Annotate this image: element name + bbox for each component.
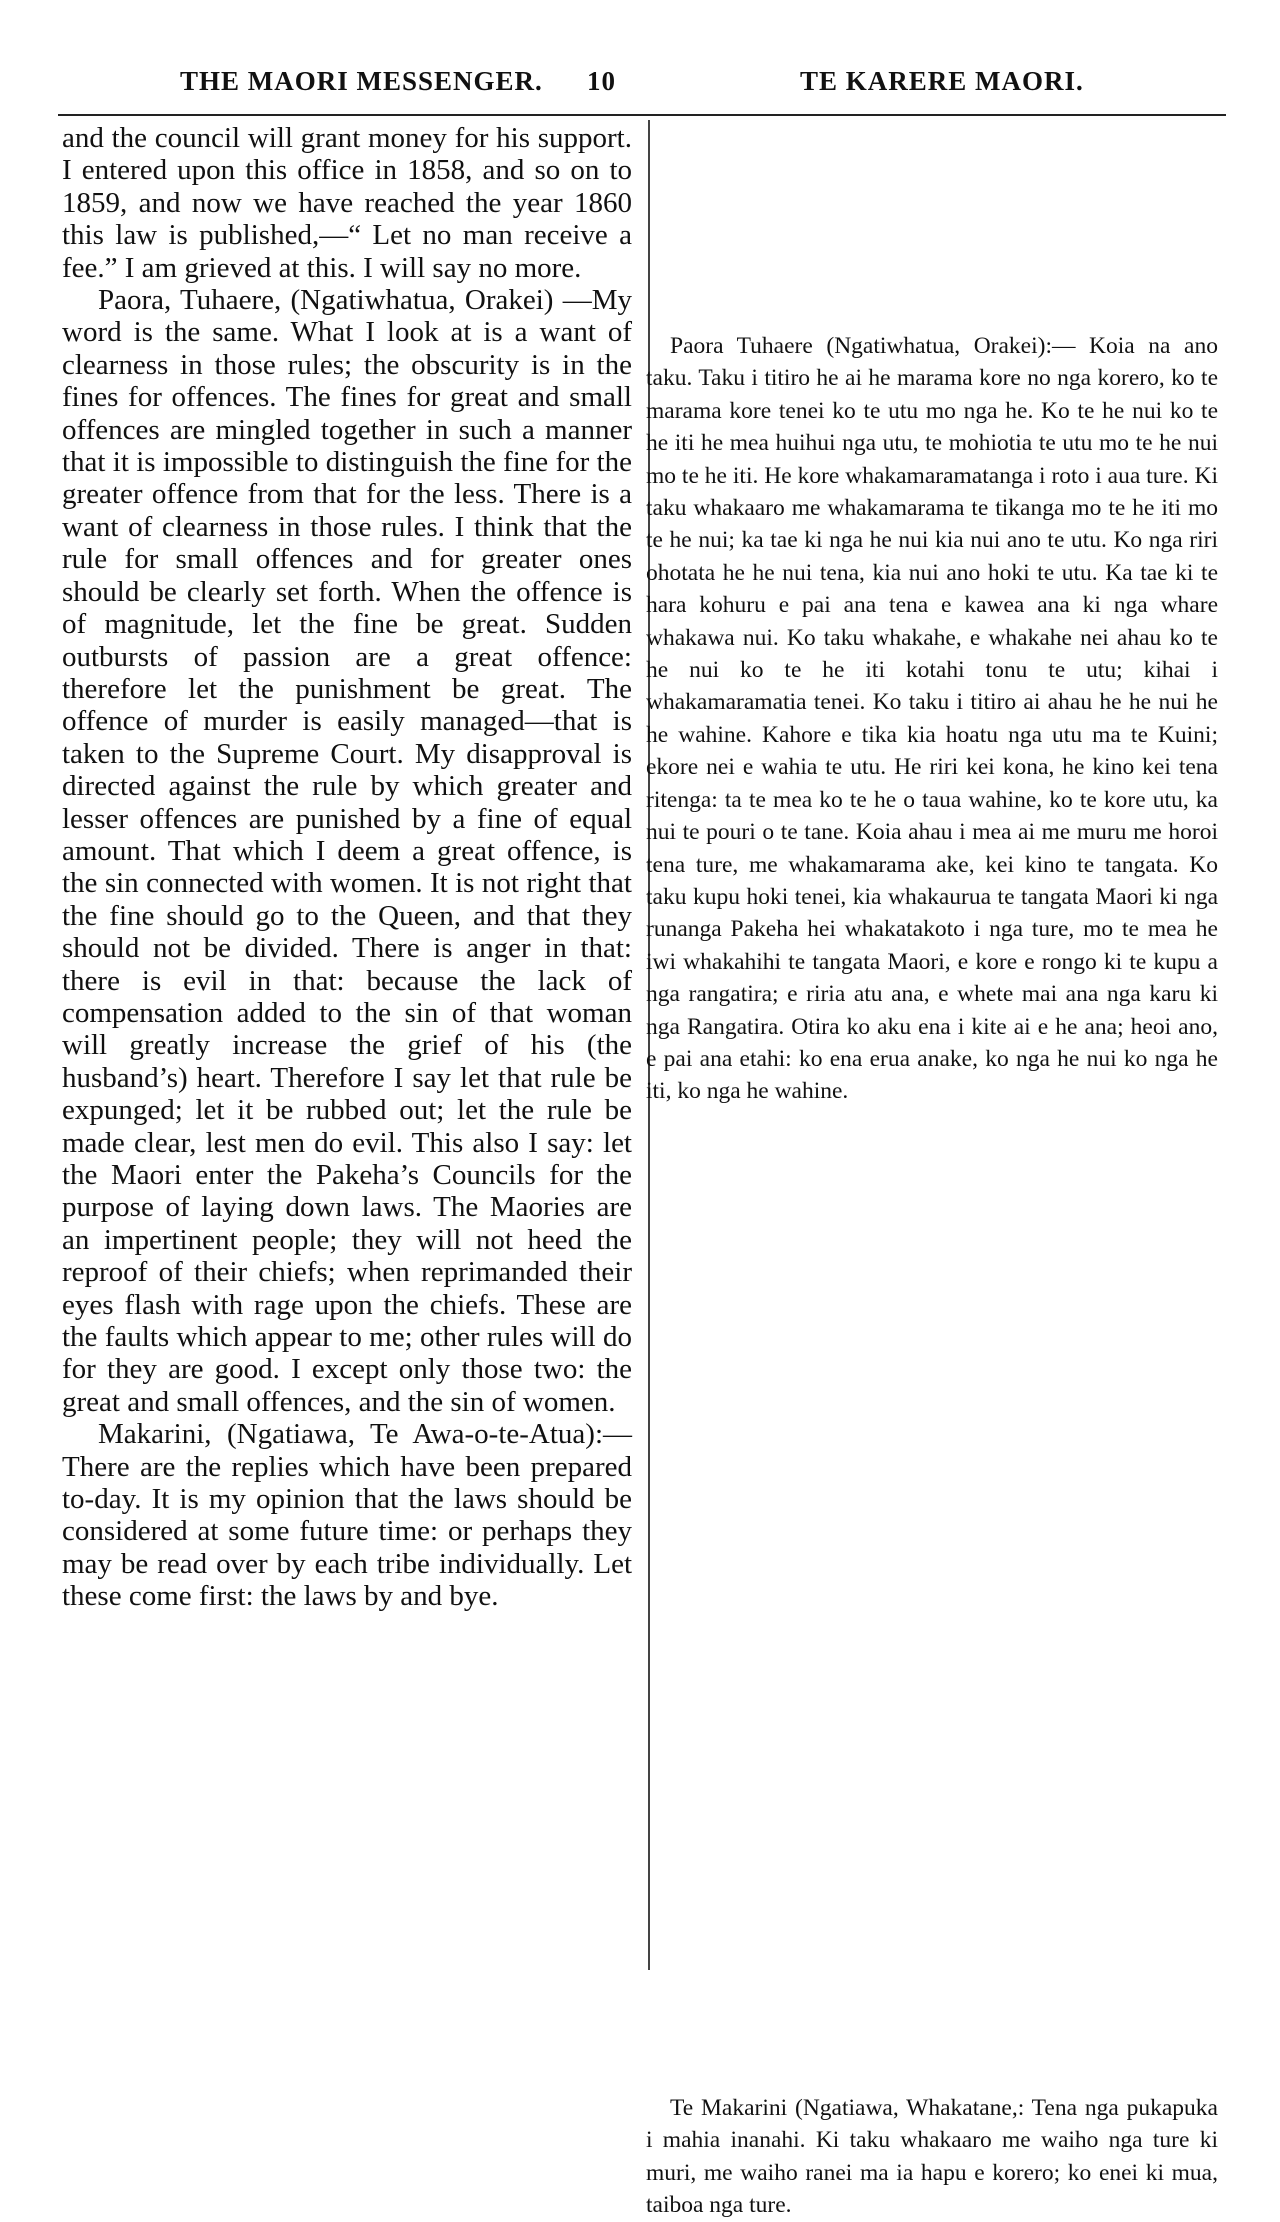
maori-masthead: TE KARERE MAORI. xyxy=(800,66,1084,96)
english-column xyxy=(62,122,632,1613)
maori-paragraph-paora: Paora Tuhaere (Ngatiwhatua, Orakei):— Koia na ano taku. Taku i titiro he ai he marama kore no nga korero, ko te marama kore tenei ko te utu mo nga he. Ko te he nui ko te he iti he mea huihui nga utu, te mohiotia te utu mo te he nui mo te he iti. He kore whakamaramatanga i roto i aua ture. Ki taku whakaaro me whakamarama te tikanga mo te he iti mo te he nui; ka tae ki nga he nui kia nui ano te utu. Ko nga riri ohotata he he nui tena, kia nui ano hoki te utu. Ka tae ki te hara kohuru e pai ana tena e kawea ana ki nga whare whakawa nui. Ko taku whakahe, e whakahe nei ahau ko te he nui ko te he iti kotahi tonu te utu; kihai i whakamaramatia tenei. Ko taku i titiro ai ahau he he nui he he wahine. Kahore e tika kia hoatu nga utu ma te Kuini; ekore nei e wahia te utu. He riri kei kona, he kino kei tena ritenga: ta te mea ko te he o taua wahine, ko te kore utu, ka nui te pouri o te tane. Koia ahau i mea ai me muru me horoi tena ture, me whakamarama ake, kei kino te tangata. Ko taku kupu hoki tenei, kia whakaurua te tangata Maori ki nga runanga Pakeha hei whakatakoto i nga ture, mo te mea he iwi whakahihi te tangata Maori, e kore e rongo ki te kupu a nga rangatira; e riria atu ana, e whete mai ana nga karu ki nga Rangatira. Otira ko aku ena i kite ai e he ana; heoi ano, e pai ana etahi: ko ena erua anake, ko nga he nui ko nga he iti, ko nga he wahine. xyxy=(646,333,1218,1105)
header-rule xyxy=(58,114,1226,116)
english-paragraph-makarini: Makarini, (Ngatiawa, Te Awa-o-te-Atua):—There are the replies which have been prepared to-day. It is my opinion that the laws should be considered at some future time: or perhaps they may be read over by each tribe individually. Let these come first: the laws by and bye. xyxy=(62,1418,632,1613)
english-masthead: THE MAORI MESSENGER. xyxy=(180,66,543,96)
maori-column xyxy=(646,330,1218,2219)
page-header xyxy=(0,66,1280,106)
english-paragraph-1: and the council will grant money for his support. I entered upon this office in 1858, and so on to 1859, and now we have reached the year 1860 this law is published,—“ Let no man receive a fee.” I am grieved at this. I will say no more. xyxy=(62,122,632,284)
maori-paragraph-makarini: Te Makarini (Ngatiawa, Whakatane,: Tena nga pukapuka i mahia inanahi. Ki taku whakaaro me waiho nga ture ki muri, me waiho ranei ma ia hapu e korero; ko enei ki mua, taiboa nga ture. xyxy=(646,2095,1218,2219)
page-number: 10 xyxy=(587,66,616,96)
english-paragraph-paora: Paora, Tuhaere, (Ngatiwhatua, Orakei) —My word is the same. What I look at is a want of clearness in those rules; the obscurity is in the fines for offences. The fines for great and small offences are mingled together in such a manner that it is impossible to distinguish the fine for the greater offence from that for the less. There is a want of clearness in those rules. I think that the rule for small offences and for greater ones should be clearly set forth. When the offence is of magnitude, let the fine be great. Sudden outbursts of passion are a great offence: therefore let the punishment be great. The offence of murder is easily managed—that is taken to the Supreme Court. My disapproval is directed against the rule by which greater and lesser offences are punished by a fine of equal amount. That which I deem a great offence, is the sin connected with women. It is not right that the fine should go to the Queen, and that they should not be divided. There is anger in that: there is evil in that: because the lack of compensation added to the sin of that woman will greatly increase the grief of his (the husband’s) heart. Therefore I say let that rule be expunged; let it be rubbed out; let the rule be made clear, lest men do evil. This also I say: let the Maori enter the Pakeha’s Councils for the purpose of laying down laws. The Maories are an impertinent people; they will not heed the reproof of their chiefs; when reprimanded their eyes flash with rage upon the chiefs. These are the faults which appear to me; other rules will do for they are good. I except only those two: the great and small offences, and the sin of women. xyxy=(62,284,632,1418)
